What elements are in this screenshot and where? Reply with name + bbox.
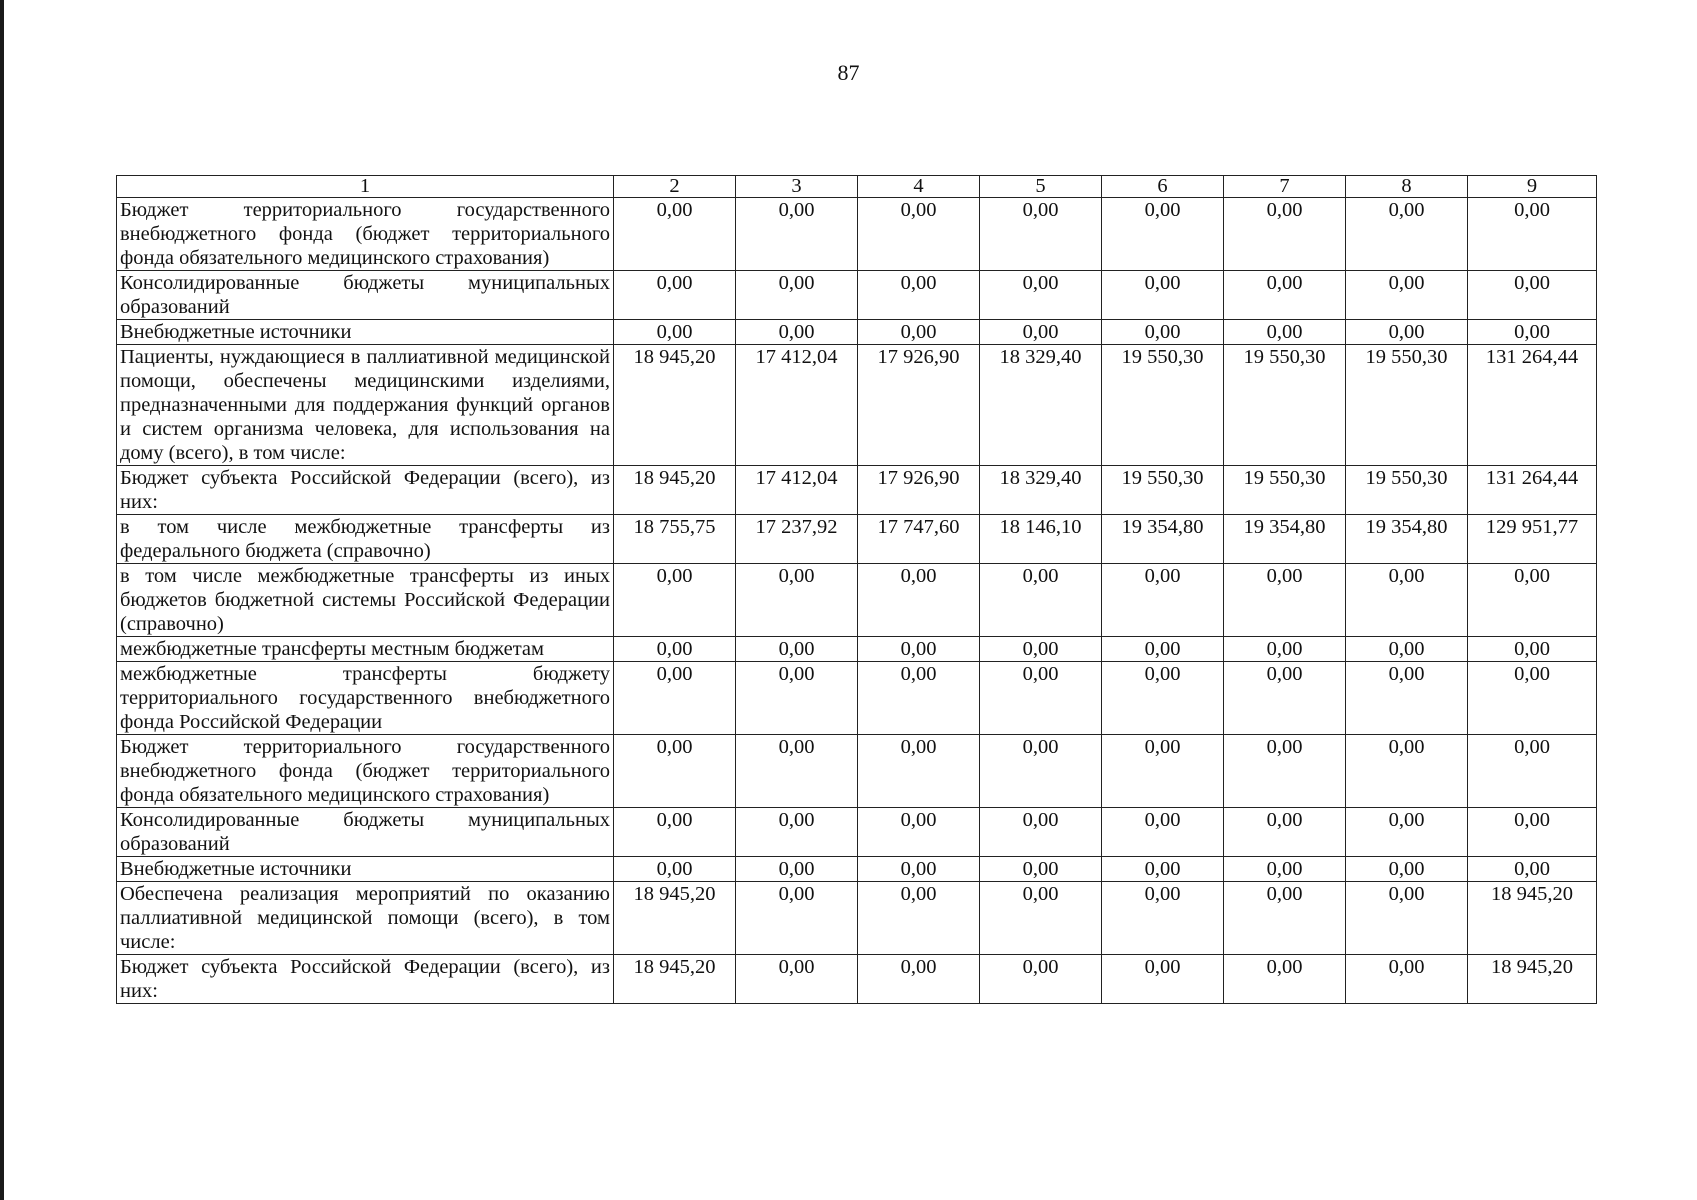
value-cell: 0,00 <box>614 564 736 637</box>
value-cell: 0,00 <box>980 320 1102 345</box>
value-cell: 18 329,40 <box>980 466 1102 515</box>
value-cell: 0,00 <box>858 735 980 808</box>
value-cell: 0,00 <box>1102 662 1224 735</box>
value-cell: 0,00 <box>1346 857 1468 882</box>
value-cell: 0,00 <box>858 198 980 271</box>
value-cell: 0,00 <box>1346 637 1468 662</box>
value-cell: 19 354,80 <box>1102 515 1224 564</box>
value-cell: 0,00 <box>614 735 736 808</box>
value-cell: 0,00 <box>1224 271 1346 320</box>
value-cell: 0,00 <box>1224 808 1346 857</box>
value-cell: 18 146,10 <box>980 515 1102 564</box>
table-row <box>117 466 1597 515</box>
column-number-header: 6 <box>1102 176 1224 198</box>
value-cell: 0,00 <box>1346 735 1468 808</box>
table-header-row <box>117 176 1597 198</box>
value-cell: 0,00 <box>614 198 736 271</box>
value-cell: 0,00 <box>1102 564 1224 637</box>
value-cell: 131 264,44 <box>1468 345 1597 466</box>
value-cell: 0,00 <box>858 882 980 955</box>
value-cell: 0,00 <box>736 955 858 1004</box>
column-number-header: 5 <box>980 176 1102 198</box>
column-number-header: 4 <box>858 176 980 198</box>
value-cell: 18 945,20 <box>614 466 736 515</box>
value-cell: 0,00 <box>1224 882 1346 955</box>
value-cell: 18 945,20 <box>1468 955 1597 1004</box>
value-cell: 18 945,20 <box>614 882 736 955</box>
value-cell: 0,00 <box>1346 955 1468 1004</box>
budget-table <box>116 175 1597 1004</box>
row-label: в том числе межбюджетные трансферты из федерального бюджета (справочно) <box>117 515 614 564</box>
value-cell: 0,00 <box>980 955 1102 1004</box>
row-label: Пациенты, нуждающиеся в паллиативной медицинской помощи, обеспечены медицинскими изделиями, предназначенными для поддержания функций органов и систем организма человека, для использования на дому (всего), в том числе: <box>117 345 614 466</box>
value-cell: 0,00 <box>1102 637 1224 662</box>
value-cell: 0,00 <box>736 857 858 882</box>
value-cell: 0,00 <box>736 564 858 637</box>
table-row <box>117 637 1597 662</box>
value-cell: 0,00 <box>614 271 736 320</box>
row-label: Бюджет территориального государственного внебюджетного фонда (бюджет территориального фонда обязательного медицинского страхования) <box>117 198 614 271</box>
column-number-header: 2 <box>614 176 736 198</box>
value-cell: 0,00 <box>1224 735 1346 808</box>
value-cell: 0,00 <box>1346 662 1468 735</box>
value-cell: 0,00 <box>736 637 858 662</box>
column-number-header: 9 <box>1468 176 1597 198</box>
value-cell: 131 264,44 <box>1468 466 1597 515</box>
value-cell: 0,00 <box>1224 857 1346 882</box>
value-cell: 0,00 <box>1102 198 1224 271</box>
value-cell: 0,00 <box>1468 320 1597 345</box>
row-label: Бюджет территориального государственного внебюджетного фонда (бюджет территориального фонда обязательного медицинского страхования) <box>117 735 614 808</box>
value-cell: 0,00 <box>858 637 980 662</box>
value-cell: 0,00 <box>980 808 1102 857</box>
value-cell: 0,00 <box>858 955 980 1004</box>
value-cell: 0,00 <box>980 662 1102 735</box>
value-cell: 17 926,90 <box>858 345 980 466</box>
row-label: межбюджетные трансферты бюджету территориального государственного внебюджетного фонда Российской Федерации <box>117 662 614 735</box>
value-cell: 0,00 <box>1468 198 1597 271</box>
value-cell: 0,00 <box>1102 320 1224 345</box>
value-cell: 18 755,75 <box>614 515 736 564</box>
page-number: 87 <box>837 60 860 85</box>
value-cell: 0,00 <box>980 882 1102 955</box>
value-cell: 18 945,20 <box>614 955 736 1004</box>
value-cell: 19 354,80 <box>1224 515 1346 564</box>
value-cell: 0,00 <box>980 198 1102 271</box>
value-cell: 0,00 <box>858 564 980 637</box>
value-cell: 0,00 <box>614 320 736 345</box>
value-cell: 0,00 <box>1346 808 1468 857</box>
value-cell: 0,00 <box>1468 857 1597 882</box>
table-row <box>117 808 1597 857</box>
value-cell: 17 412,04 <box>736 466 858 515</box>
value-cell: 0,00 <box>614 662 736 735</box>
table-row <box>117 857 1597 882</box>
value-cell: 0,00 <box>614 857 736 882</box>
table-row <box>117 198 1597 271</box>
table-row <box>117 662 1597 735</box>
value-cell: 19 550,30 <box>1102 466 1224 515</box>
row-label: Консолидированные бюджеты муниципальных образований <box>117 271 614 320</box>
row-label: межбюджетные трансферты местным бюджетам <box>117 637 614 662</box>
value-cell: 0,00 <box>980 271 1102 320</box>
value-cell: 0,00 <box>1468 808 1597 857</box>
value-cell: 0,00 <box>858 808 980 857</box>
value-cell: 0,00 <box>1224 198 1346 271</box>
value-cell: 0,00 <box>980 564 1102 637</box>
value-cell: 0,00 <box>1346 564 1468 637</box>
value-cell: 0,00 <box>736 808 858 857</box>
value-cell: 18 329,40 <box>980 345 1102 466</box>
value-cell: 17 412,04 <box>736 345 858 466</box>
value-cell: 0,00 <box>1102 271 1224 320</box>
value-cell: 0,00 <box>1224 637 1346 662</box>
value-cell: 0,00 <box>736 198 858 271</box>
value-cell: 0,00 <box>736 320 858 345</box>
row-label: в том числе межбюджетные трансферты из иных бюджетов бюджетной системы Российской Федерации (справочно) <box>117 564 614 637</box>
value-cell: 0,00 <box>736 882 858 955</box>
table-row <box>117 515 1597 564</box>
value-cell: 17 926,90 <box>858 466 980 515</box>
value-cell: 0,00 <box>858 857 980 882</box>
value-cell: 0,00 <box>1468 564 1597 637</box>
value-cell: 0,00 <box>858 320 980 345</box>
value-cell: 0,00 <box>1468 735 1597 808</box>
table-row <box>117 735 1597 808</box>
value-cell: 0,00 <box>1468 271 1597 320</box>
table-row <box>117 271 1597 320</box>
value-cell: 19 550,30 <box>1346 466 1468 515</box>
value-cell: 0,00 <box>1468 637 1597 662</box>
value-cell: 0,00 <box>736 735 858 808</box>
value-cell: 129 951,77 <box>1468 515 1597 564</box>
column-number-header: 1 <box>117 176 614 198</box>
row-label: Внебюджетные источники <box>117 857 614 882</box>
value-cell: 0,00 <box>614 808 736 857</box>
value-cell: 0,00 <box>1102 882 1224 955</box>
value-cell: 19 550,30 <box>1346 345 1468 466</box>
column-number-header: 7 <box>1224 176 1346 198</box>
value-cell: 0,00 <box>614 637 736 662</box>
value-cell: 19 550,30 <box>1224 466 1346 515</box>
row-label: Внебюджетные источники <box>117 320 614 345</box>
value-cell: 0,00 <box>1102 857 1224 882</box>
value-cell: 0,00 <box>1346 882 1468 955</box>
value-cell: 18 945,20 <box>614 345 736 466</box>
value-cell: 18 945,20 <box>1468 882 1597 955</box>
row-label: Обеспечена реализация мероприятий по оказанию паллиативной медицинской помощи (всего), в том числе: <box>117 882 614 955</box>
column-number-header: 3 <box>736 176 858 198</box>
value-cell: 0,00 <box>1224 955 1346 1004</box>
value-cell: 0,00 <box>1102 808 1224 857</box>
value-cell: 0,00 <box>1224 320 1346 345</box>
value-cell: 0,00 <box>980 857 1102 882</box>
table-row <box>117 955 1597 1004</box>
value-cell: 19 550,30 <box>1102 345 1224 466</box>
row-label: Бюджет субъекта Российской Федерации (всего), из них: <box>117 955 614 1004</box>
row-label: Бюджет субъекта Российской Федерации (всего), из них: <box>117 466 614 515</box>
row-label: Консолидированные бюджеты муниципальных образований <box>117 808 614 857</box>
value-cell: 0,00 <box>858 662 980 735</box>
table-row <box>117 345 1597 466</box>
value-cell: 0,00 <box>1224 662 1346 735</box>
value-cell: 0,00 <box>1346 320 1468 345</box>
value-cell: 0,00 <box>980 637 1102 662</box>
value-cell: 0,00 <box>736 662 858 735</box>
value-cell: 0,00 <box>1102 955 1224 1004</box>
value-cell: 0,00 <box>1346 271 1468 320</box>
value-cell: 0,00 <box>1224 564 1346 637</box>
value-cell: 19 354,80 <box>1346 515 1468 564</box>
value-cell: 19 550,30 <box>1224 345 1346 466</box>
value-cell: 0,00 <box>858 271 980 320</box>
table-row <box>117 882 1597 955</box>
value-cell: 0,00 <box>980 735 1102 808</box>
table-row <box>117 564 1597 637</box>
value-cell: 0,00 <box>1102 735 1224 808</box>
value-cell: 17 237,92 <box>736 515 858 564</box>
value-cell: 0,00 <box>736 271 858 320</box>
scan-edge <box>0 0 4 1200</box>
value-cell: 0,00 <box>1346 198 1468 271</box>
table-row <box>117 320 1597 345</box>
value-cell: 0,00 <box>1468 662 1597 735</box>
value-cell: 17 747,60 <box>858 515 980 564</box>
column-number-header: 8 <box>1346 176 1468 198</box>
